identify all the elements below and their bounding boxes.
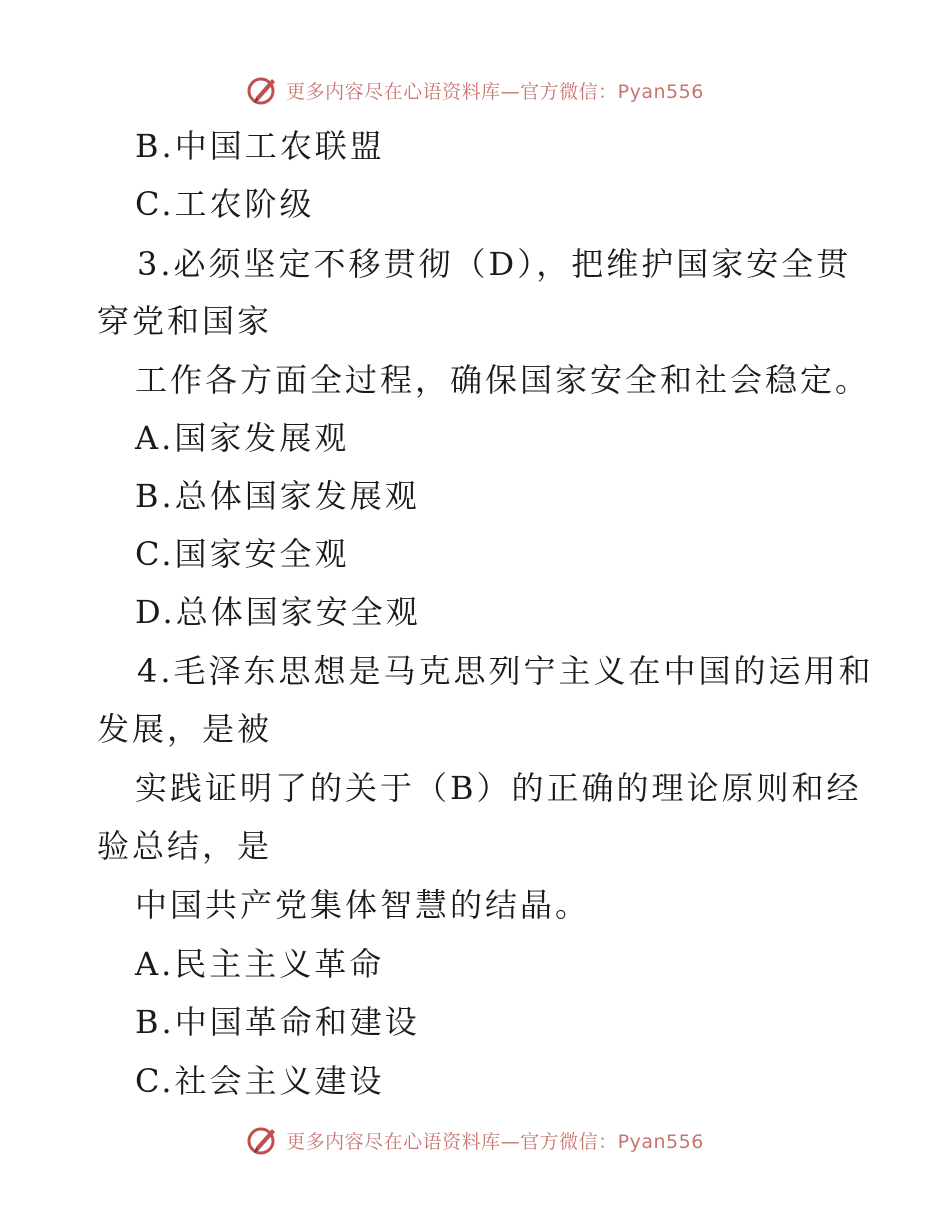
- footer-watermark-banner: [0, 1120, 950, 1160]
- question-line: 验总结，是: [97, 827, 273, 865]
- question-line: 穿党和国家: [97, 302, 273, 340]
- question-line: 发展，是被: [97, 710, 273, 748]
- question-line: 4.毛泽东思想是马克思列宁主义在中国的运用和: [137, 652, 874, 690]
- option-line: B.中国革命和建设: [135, 1003, 420, 1041]
- header-watermark-banner: [0, 70, 950, 110]
- pen-logo-icon: [246, 1123, 280, 1157]
- question-line: 3.必须坚定不移贯彻（D），把维护国家安全贯: [137, 245, 852, 283]
- option-line: A.国家发展观: [135, 419, 350, 457]
- option-line: A.民主主义革命: [135, 945, 385, 983]
- question-line: 中国共产党集体智慧的结晶。: [135, 886, 591, 924]
- question-line: 工作各方面全过程，确保国家安全和社会稳定。: [135, 361, 871, 399]
- option-line: C.社会主义建设: [135, 1062, 385, 1100]
- question-line: 实践证明了的关于（B）的正确的理论原则和经: [135, 769, 862, 807]
- option-line: D.总体国家安全观: [135, 593, 421, 631]
- option-line: B.中国工农联盟: [135, 127, 385, 165]
- option-line: C.工农阶级: [135, 185, 315, 223]
- option-line: B.总体国家发展观: [135, 477, 420, 515]
- pen-logo-icon: [246, 73, 280, 107]
- footer-watermark-text: 更多内容尽在心语资料库—官方微信：Pyan556: [286, 1130, 704, 1153]
- header-watermark-text: 更多内容尽在心语资料库—官方微信：Pyan556: [286, 80, 704, 103]
- option-line: C.国家安全观: [135, 535, 350, 573]
